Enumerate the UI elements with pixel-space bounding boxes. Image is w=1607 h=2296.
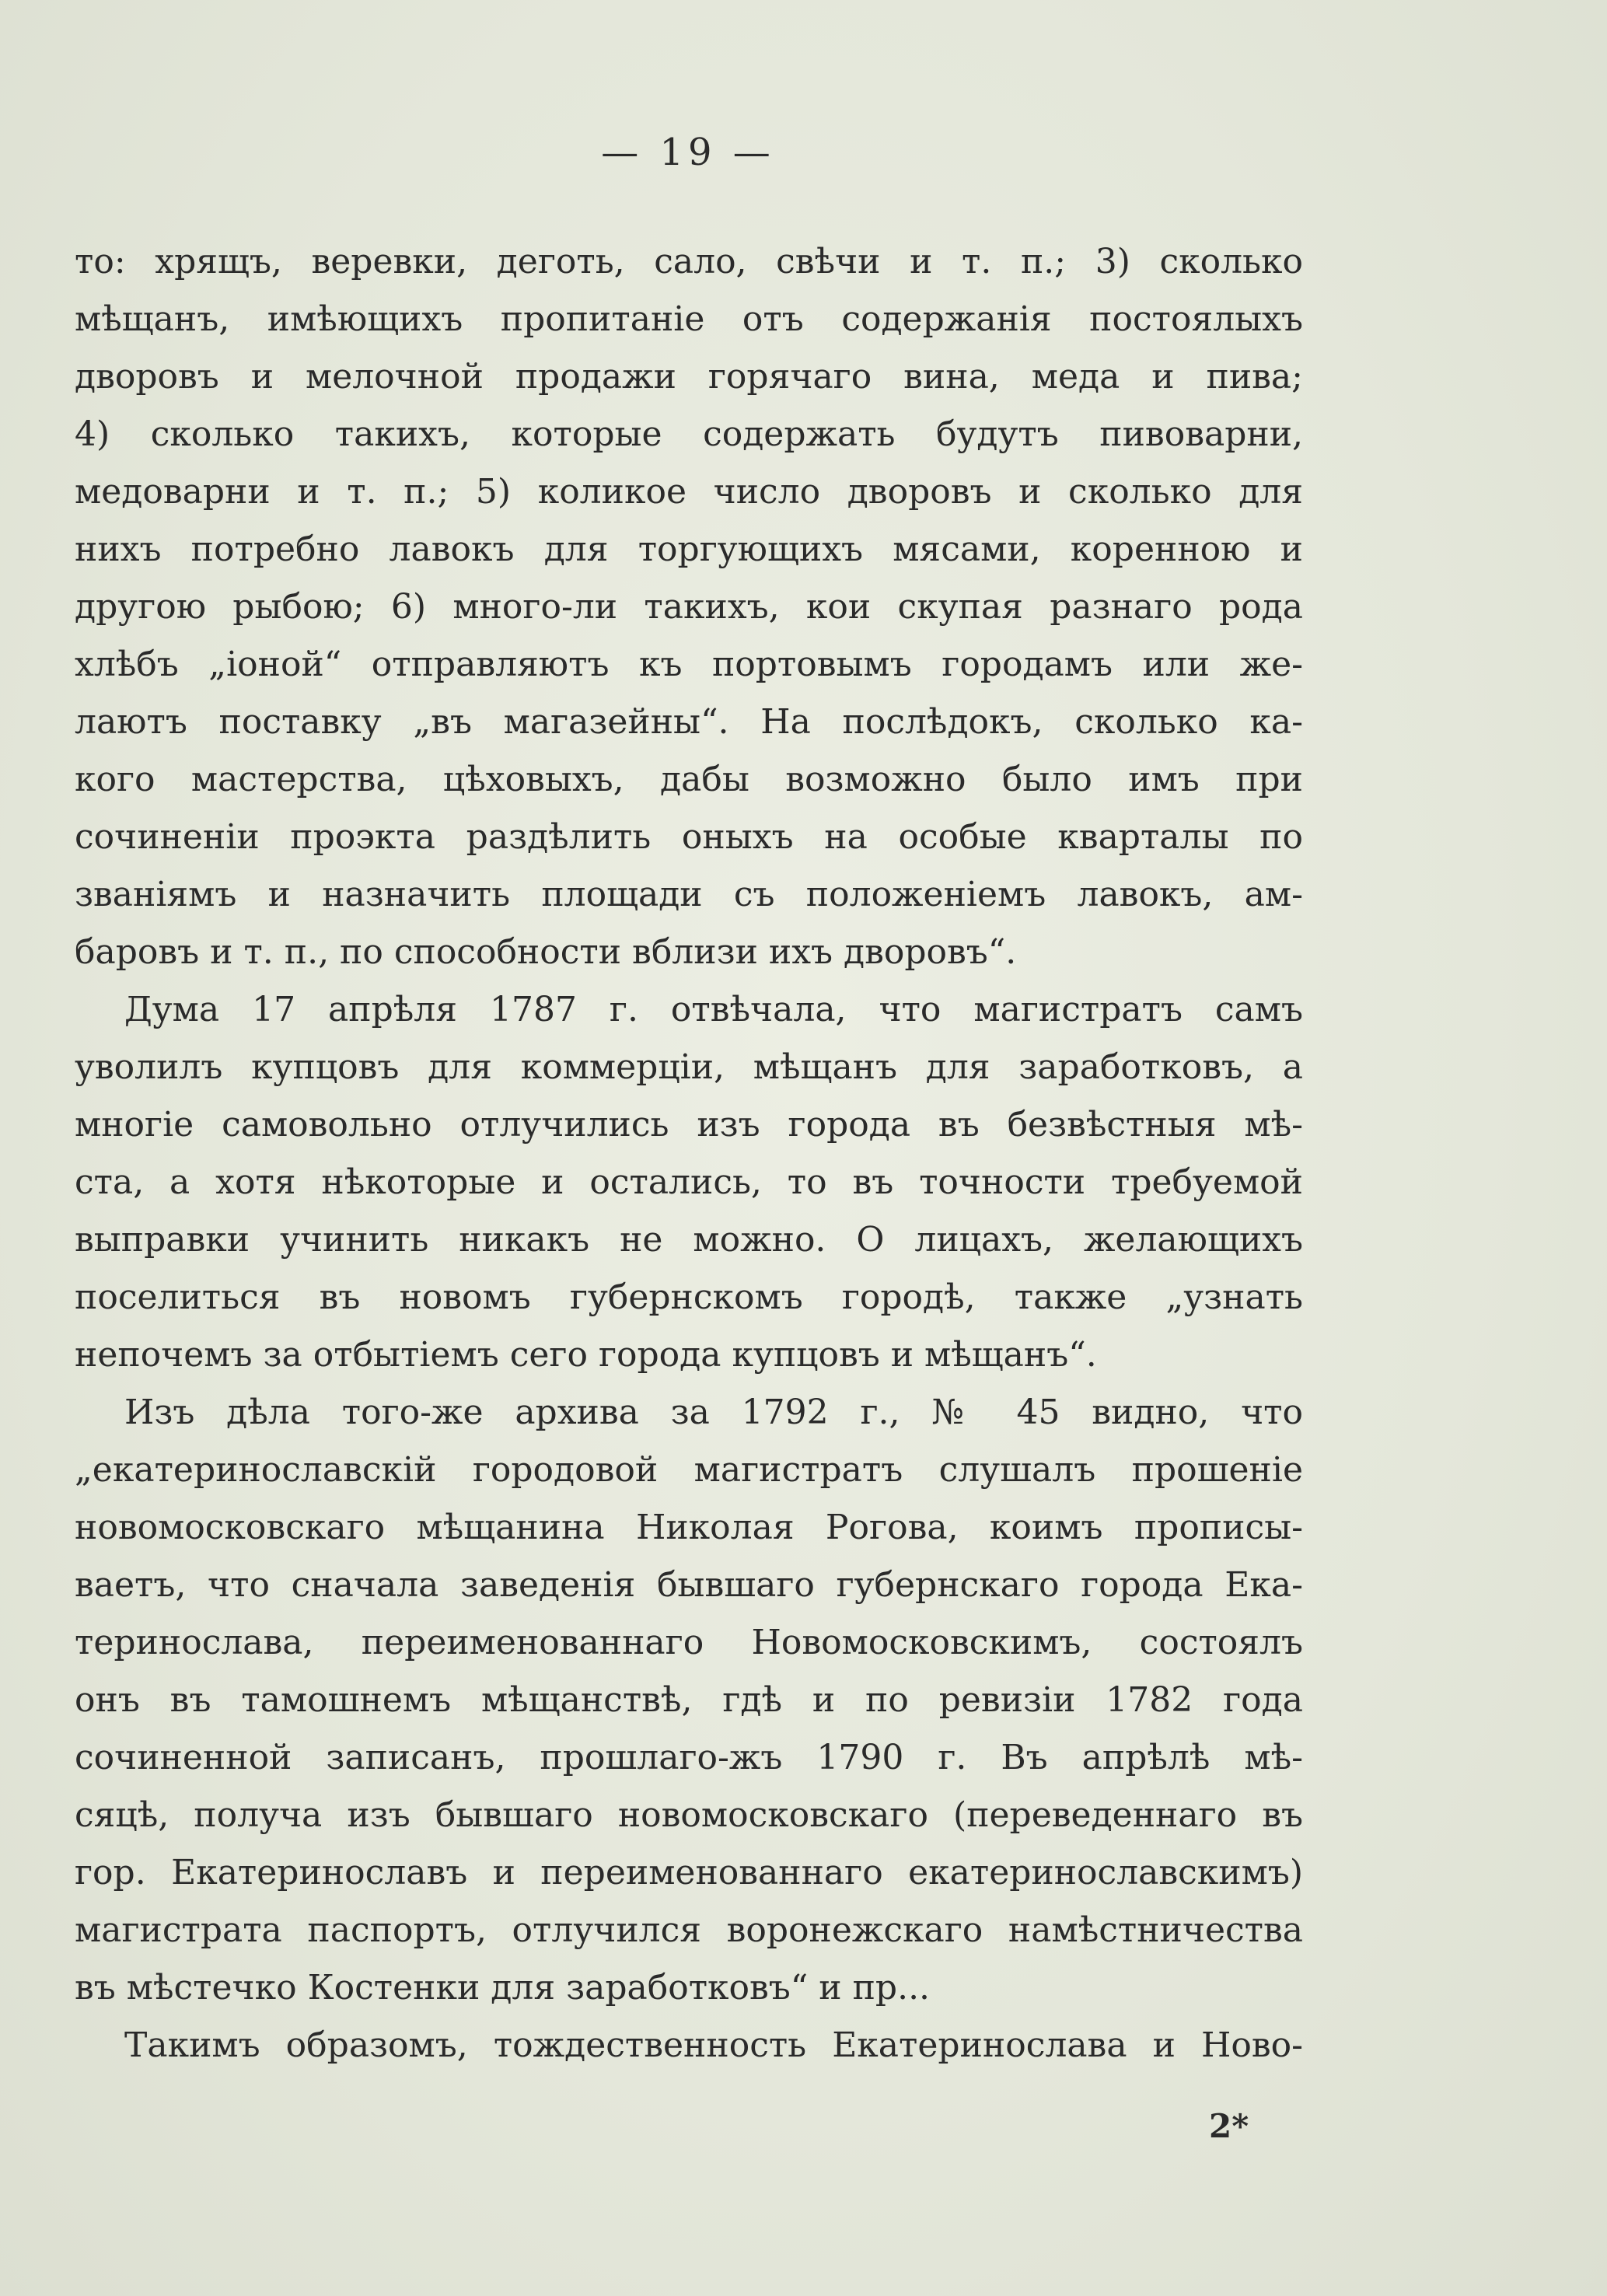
text-line: сочиненной записанъ, прошлаго-жъ 1790 г. Въ апрѣлѣ мѣ- [75, 1738, 1303, 1777]
text-line: нихъ потребно лавокъ для торгующихъ мясами, коренною и [75, 529, 1303, 569]
text-line: баровъ и т. п., по способности вблизи ихъ дворовъ“. [75, 932, 1017, 972]
text-line: лаютъ поставку „въ магазейны“. На послѣдокъ, сколько ка- [75, 702, 1303, 742]
signature-mark: 2* [1209, 2107, 1249, 2145]
text-line: кого мастерства, цѣховыхъ, дабы возможно было имъ при [75, 760, 1303, 799]
page-number: — 19 — [601, 131, 775, 174]
text-line: хлѣбъ „іоной“ отправляютъ къ портовымъ городамъ или же- [75, 645, 1303, 684]
text-line: Изъ дѣла того-же архива за 1792 г., № 45 видно, что [124, 1393, 1303, 1432]
text-line: уволилъ купцовъ для коммерціи, мѣщанъ для заработковъ, а [75, 1047, 1303, 1087]
text-line: медоварни и т. п.; 5) коликое число дворовъ и сколько для [75, 472, 1303, 512]
text-line: онъ въ тамошнемъ мѣщанствѣ, гдѣ и по ревизіи 1782 года [75, 1680, 1303, 1720]
text-line: новомосковскаго мѣщанина Николая Рогова, коимъ прописы- [75, 1508, 1303, 1547]
text-line: выправки учинить никакъ не можно. О лицахъ, желающихъ [75, 1220, 1303, 1260]
body-text [75, 233, 1303, 2074]
text-line: теринослава, переименованнаго Новомосковскимъ, состоялъ [75, 1623, 1303, 1662]
text-line: ваетъ, что сначала заведенія бывшаго губернскаго города Ека- [75, 1565, 1303, 1605]
text-line: непочемъ за отбытіемъ сего города купцовъ и мѣщанъ“. [75, 1335, 1097, 1375]
text-line: дворовъ и мелочной продажи горячаго вина, меда и пива; [75, 357, 1303, 397]
text-line: магистрата паспортъ, отлучился воронежскаго намѣстничества [75, 1910, 1303, 1950]
text-line: Дума 17 апрѣля 1787 г. отвѣчала, что магистратъ самъ [124, 990, 1303, 1029]
text-line: многіе самовольно отлучились изъ города въ безвѣстныя мѣ- [75, 1105, 1303, 1145]
text-line: гор. Екатеринославъ и переименованнаго екатеринославскимъ) [75, 1853, 1303, 1892]
text-line: поселиться въ новомъ губернскомъ городѣ, также „узнать [75, 1277, 1303, 1317]
text-line: мѣщанъ, имѣющихъ пропитаніе отъ содержанія постоялыхъ [75, 299, 1303, 339]
text-line: другою рыбою; 6) много-ли такихъ, кои скупая разнаго рода [75, 587, 1303, 627]
text-line: „екатеринославскій городовой магистратъ слушалъ прошеніе [75, 1450, 1303, 1490]
text-line: званіямъ и назначить площади съ положеніемъ лавокъ, ам- [75, 875, 1303, 914]
text-line: въ мѣстечко Костенки для заработковъ“ и пр... [75, 1968, 931, 2008]
text-line: сяцѣ, получа изъ бывшаго новомосковскаго (переведеннаго въ [75, 1795, 1303, 1835]
text-line: сочиненіи проэкта раздѣлить оныхъ на особые кварталы по [75, 817, 1303, 857]
text-line: 4) сколько такихъ, которые содержать будутъ пивоварни, [75, 414, 1303, 454]
text-line: Такимъ образомъ, тождественность Екатеринослава и Ново- [124, 2025, 1303, 2065]
text-line: ста, а хотя нѣкоторые и остались, то въ точности требуемой [75, 1162, 1303, 1202]
text-line: то: хрящъ, веревки, деготь, сало, свѣчи и т. п.; 3) сколько [75, 242, 1303, 281]
